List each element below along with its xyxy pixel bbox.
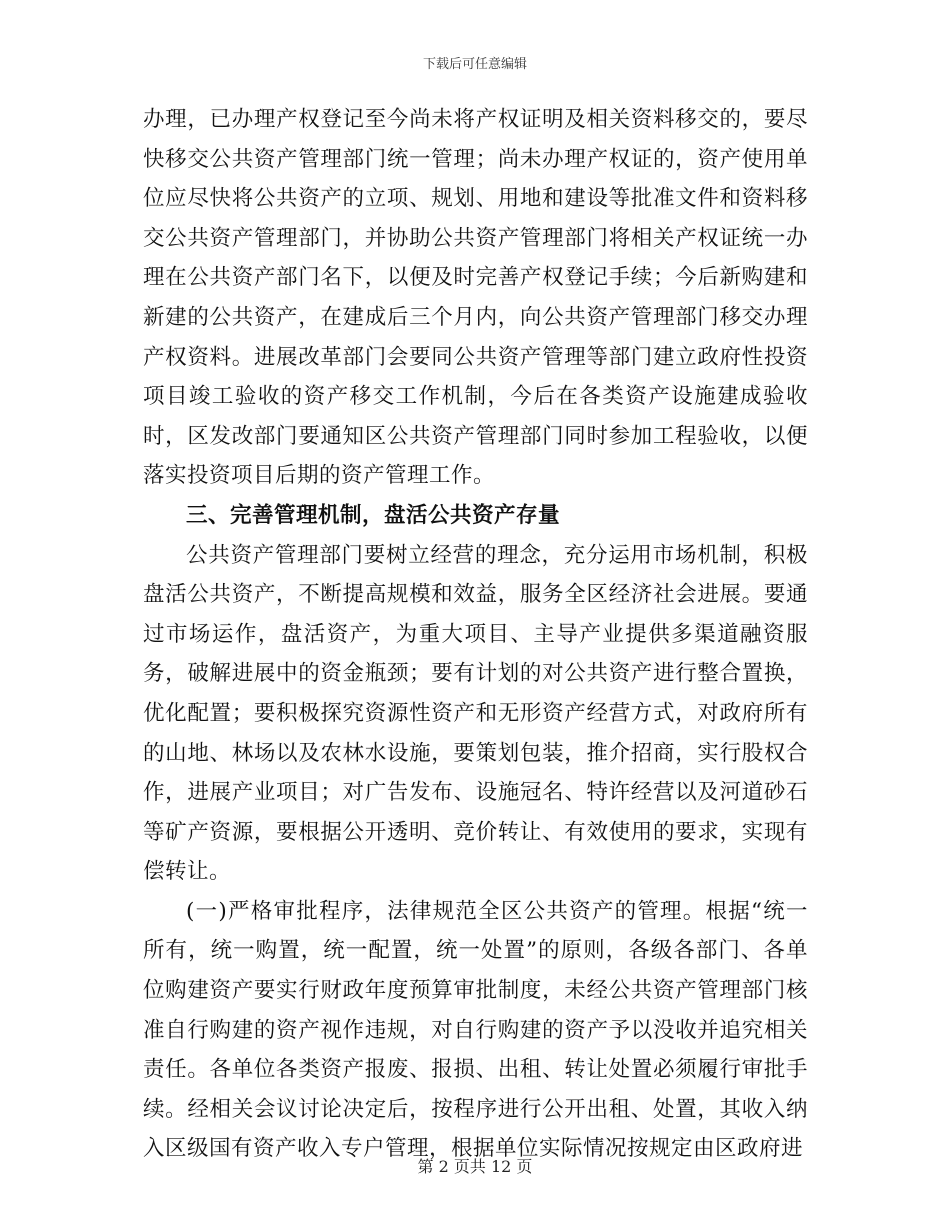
paragraph-approval-procedure: (一)严格审批程序，法律规范全区公共资产的管理。根据“统一所有，统一购置，统一配置，统一处置”的原则，各级各部门、各单位购建资产要实行财政年度预算审批制度，未经公共资产管理部门核准自行购建的资产视作违规，对自行购建的资产予以没收并追究相关责任。各单位各类资产报废、报损、出租、转让处置必须履行审批手续。经相关会议讨论决定后，按程序进行公开出租、处置，其收入纳入区级国有资产收入专户管理，根据单位实际情况按规定由区政府进 bbox=[143, 898, 808, 1162]
paragraph-asset-management: 公共资产管理部门要树立经营的理念，充分运用市场机制，积极盘活公共资产，不断提高规模和效益，服务全区经济社会进展。要通过市场运作，盘活资产，为重大项目、主导产业提供多渠道融资服务，破解进展中的资金瓶颈；要有计划的对公共资产进行整合置换，优化配置；要积极探究资源性资产和无形资产经营方式，对政府所有的山地、林场以及农林水设施，要策划包装，推介招商，实行股权合作，进展产业项目；对广告发布、设施冠名、特许经营以及河道砂石等矿产资源，要根据公开透明、竞价转让、有效使用的要求，实现有偿转让。 bbox=[143, 542, 808, 885]
page-header: 下载后可任意编辑 bbox=[422, 57, 527, 72]
paragraph-continuation: 办理，已办理产权登记至今尚未将产权证明及相关资料移交的，要尽快移交公共资产管理部门统一管理；尚未办理产权证的，资产使用单位应尽快将公共资产的立项、规划、用地和建设等批准文件和资料移交公共资产管理部门，并协助公共资产管理部门将相关产权证统一办理在公共资产部门名下，以便及时完善产权登记手续；今后新购建和新建的公共资产，在建成后三个月内，向公共资产管理部门移交办理产权资料。进展改革部门会要同公共资产管理等部门建立政府性投资项目竣工验收的资产移交工作机制，今后在各类资产设施建成验收时，区发改部门要通知区公共资产管理部门同时参加工程验收，以便落实投资项目后期的资产管理工作。 bbox=[143, 107, 808, 489]
section-heading: 三、完善管理机制，盘活公共资产存量 bbox=[186, 502, 561, 528]
document-body bbox=[143, 100, 808, 1169]
page-footer: 第 2 页共 12 页 bbox=[417, 1157, 533, 1176]
